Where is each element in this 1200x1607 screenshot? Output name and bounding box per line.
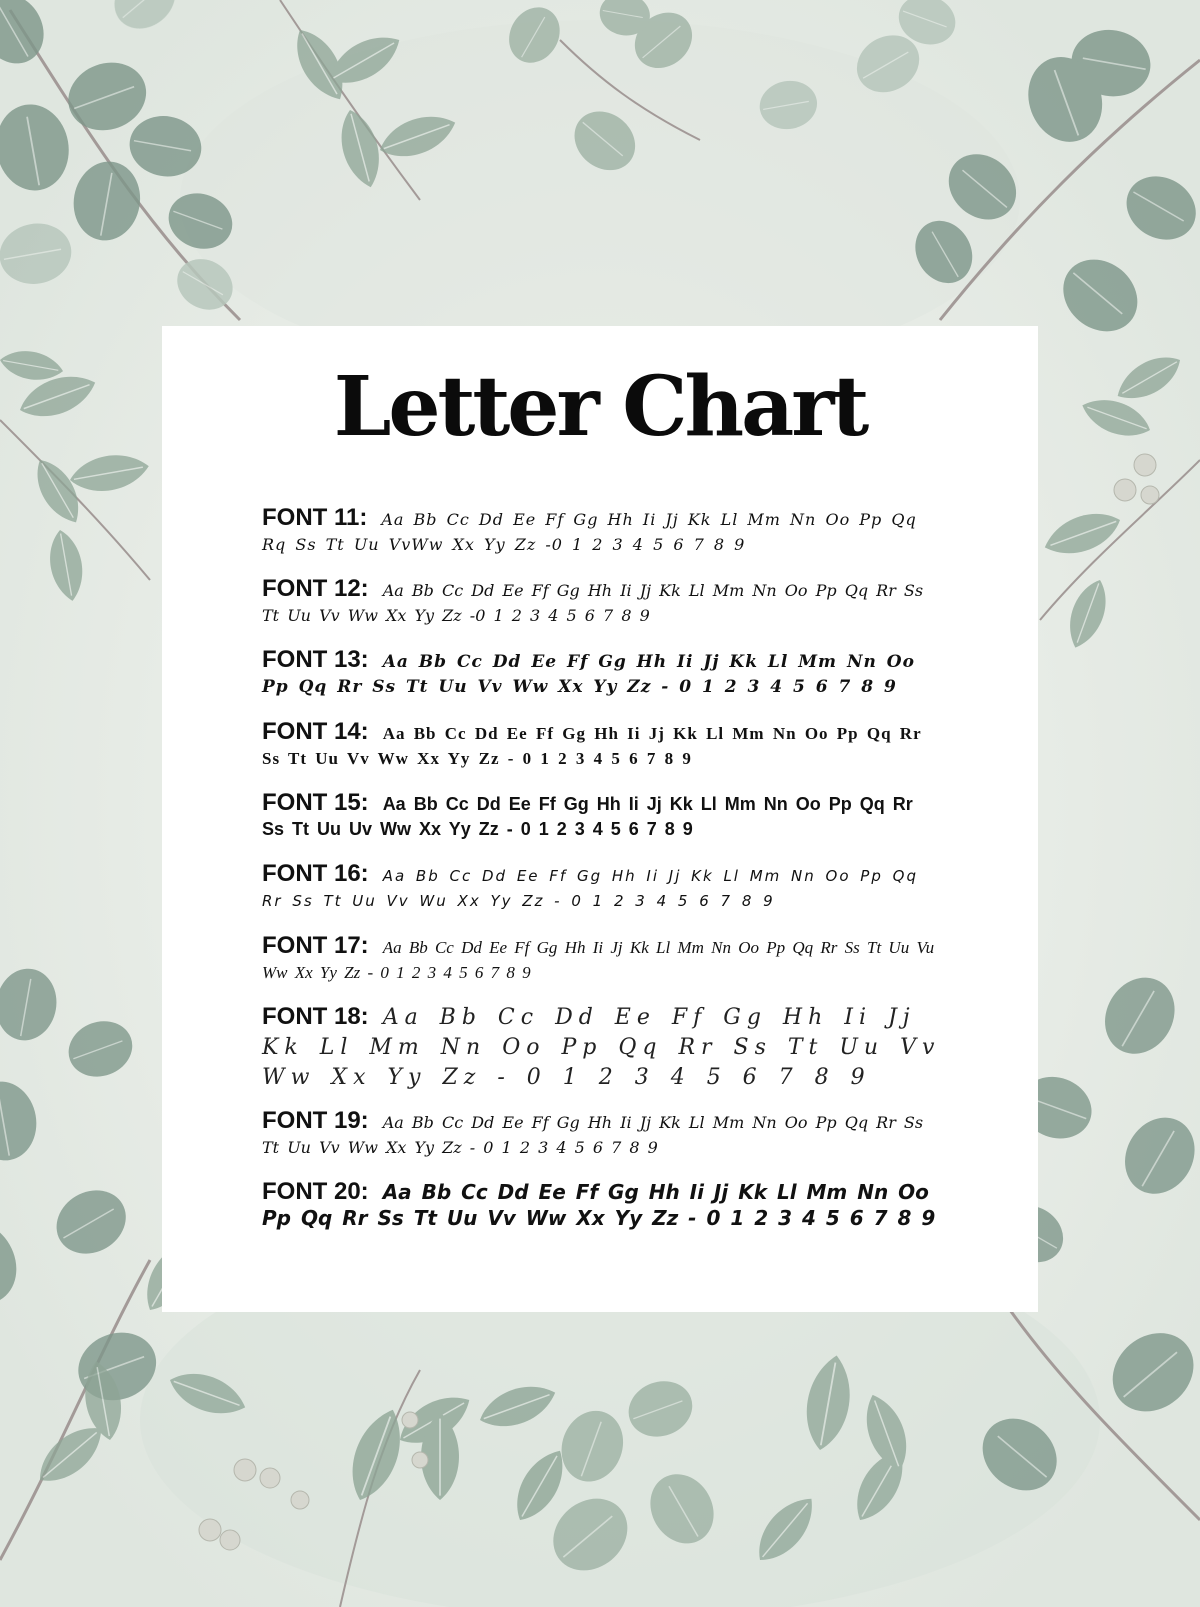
font-sample-row bbox=[262, 860, 942, 914]
font-label: FONT 18: bbox=[262, 1003, 369, 1030]
letter-chart-card bbox=[162, 326, 1038, 1312]
font-label: FONT 13: bbox=[262, 646, 369, 673]
font-sample-text: Aa Bb Cc Dd Ee Ff Gg Hh Ii Jj Kk Ll Mm Nn Oo Pp Qq Rq Ss Tt Uu VvWw Xx Yy Zz -0 1 2 3 4 5 6 7 8 9 bbox=[262, 510, 917, 554]
font-sample-row bbox=[262, 575, 942, 628]
font-sample-row bbox=[262, 718, 942, 771]
font-sample-row bbox=[262, 789, 942, 842]
font-sample-row bbox=[262, 1003, 942, 1093]
font-sample-text: Aa Bb Cc Dd Ee Ff Gg Hh Ii Jj Kk Ll Mm Nn Oo Pp Qq Rr Ss Tt Uu Vv Wu Xx Yy Zz - 0 1 2 3 4 5 6 7 8 9 bbox=[262, 867, 918, 910]
font-label: FONT 20: bbox=[262, 1178, 369, 1205]
font-sample-list bbox=[262, 504, 942, 1249]
font-sample-row bbox=[262, 1107, 942, 1160]
font-label: FONT 14: bbox=[262, 718, 369, 745]
font-sample-text: Aa Bb Cc Dd Ee Ff Gg Hh Ii Jj Kk Ll Mm Nn Oo Pp Qq Rr Ss Tt Uu Vv Ww Xx Yy Zz - 0 1 2 3 4 5 6 7 8 9 bbox=[262, 1180, 936, 1230]
font-label: FONT 16: bbox=[262, 860, 369, 887]
font-sample-row bbox=[262, 646, 942, 700]
font-sample-text: Aa Bb Cc Dd Ee Ff Gg Hh Ii Jj Kk Ll Mm Nn Oo Pp Qq Rr Ss Tt Uu Vv Ww Xx Yy Zz - 0 1 2 3 4 5 6 7 8 9 bbox=[262, 1005, 941, 1090]
font-sample-text: Aa Bb Cc Dd Ee Ff Gg Hh Ii Jj Kk Ll Mm Nn Oo Pp Qq Rr Ss Tt Uu Vu Ww Xx Yy Zz - 0 1 2 3 4 5 6 7 8 9 bbox=[262, 938, 935, 982]
font-sample-row bbox=[262, 1178, 942, 1231]
font-sample-text: Aa Bb Cc Dd Ee Ff Gg Hh Ii Jj Kk Ll Mm Nn Oo Pp Qq Rr Ss Tt Uu Vv Ww Xx Yy Zz - 0 1 2 3 4 5 6 7 8 9 bbox=[262, 1113, 924, 1157]
font-label: FONT 12: bbox=[262, 575, 369, 602]
font-label: FONT 19: bbox=[262, 1107, 369, 1134]
font-sample-text: Aa Bb Cc Dd Ee Ff Gg Hh Ii Jj Kk Ll Mm Nn Oo Pp Qq Rr Ss Tt Uu Uv Ww Xx Yy Zz - 0 1 2 3 4 5 6 7 8 9 bbox=[262, 794, 913, 839]
font-sample-row bbox=[262, 932, 942, 985]
font-label: FONT 17: bbox=[262, 932, 369, 959]
font-label: FONT 15: bbox=[262, 789, 369, 816]
font-sample-text: Aa Bb Cc Dd Ee Ff Gg Hh Ii Jj Kk Ll Mm Nn Oo Pp Qq Rr Ss Tt Uu Vv Ww Xx Yy Zz - 0 1 2 3 4 5 6 7 8 9 bbox=[262, 724, 922, 768]
font-sample-text: Aa Bb Cc Dd Ee Ff Gg Hh Ii Jj Kk Ll Mm Nn Oo Pp Qq Rr Ss Tt Uu Vv Ww Xx Yy Zz - 0 1 2 3 4 5 6 7 8 9 bbox=[262, 652, 915, 697]
font-sample-text: Aa Bb Cc Dd Ee Ff Gg Hh Ii Jj Kk Ll Mm Nn Oo Pp Qq Rr Ss Tt Uu Vv Ww Xx Yy Zz -0 1 2 3 4 5 6 7 8 9 bbox=[262, 581, 924, 625]
font-label: FONT 11: bbox=[262, 504, 368, 531]
font-sample-row bbox=[262, 504, 942, 557]
page-title: Letter Chart bbox=[333, 359, 867, 455]
